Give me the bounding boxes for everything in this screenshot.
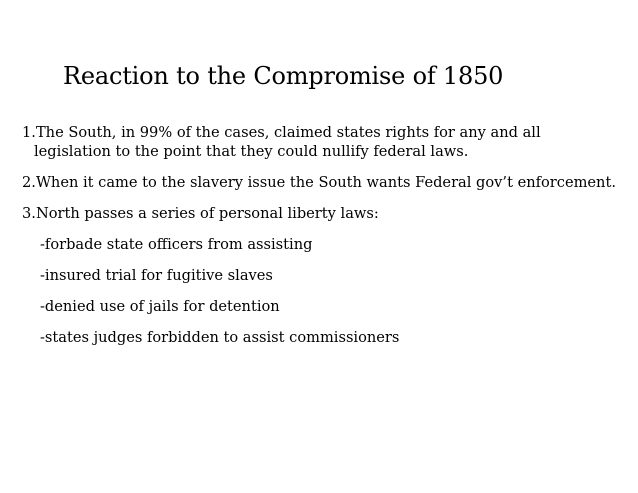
list-item-text: North passes a series of personal liberty laws: bbox=[35, 205, 379, 222]
sub-list-item: -insured trial for fugitive slaves bbox=[40, 267, 273, 284]
slide-title: Reaction to the Compromise of 1850 bbox=[63, 62, 504, 90]
list-item-text: When it came to the slavery issue the South wants Federal gov’t enforcement. bbox=[35, 174, 616, 191]
list-item bbox=[22, 173, 622, 192]
list-item-number: 2. bbox=[22, 174, 36, 191]
list-item bbox=[22, 204, 622, 223]
sub-list-item: -forbade state officers from assisting bbox=[40, 236, 313, 253]
list-item-number: 1. bbox=[22, 124, 36, 141]
sub-list-item: -denied use of jails for detention bbox=[40, 298, 280, 315]
list-item bbox=[22, 123, 622, 161]
slide-body bbox=[22, 123, 622, 359]
sub-list-item: -states judges forbidden to assist commissioners bbox=[40, 329, 400, 346]
list-item-text: The South, in 99% of the cases, claimed states rights for any and all legislation to the point that they could nullify federal laws. bbox=[34, 124, 541, 160]
list-item-number: 3. bbox=[22, 205, 36, 222]
